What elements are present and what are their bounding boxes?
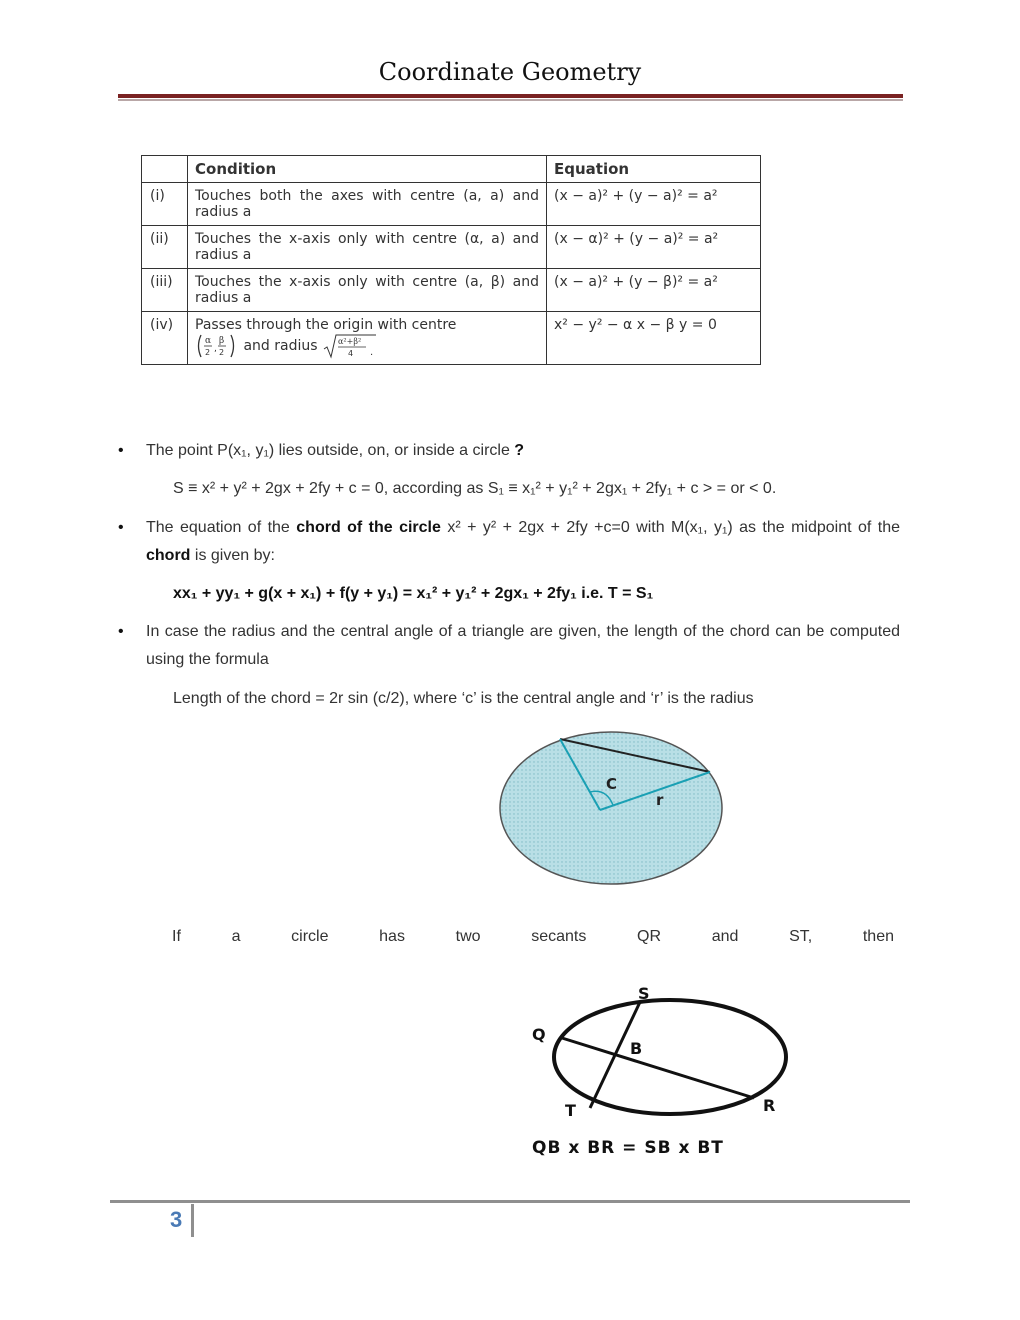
row-number: (ii) — [142, 226, 188, 269]
bullet-chord-equation — [146, 514, 900, 570]
svg-text:2: 2 — [219, 348, 225, 357]
bullet-dot: • — [118, 519, 124, 536]
word: circle — [291, 928, 329, 945]
bullet-chord-length: In case the radius and the central angle of a triangle are given, the length of the chord can be computed using the formula — [146, 623, 900, 668]
table-row — [142, 226, 761, 269]
word: secants — [531, 928, 587, 945]
chord-text: The equation of the — [146, 519, 290, 536]
secant-qr — [562, 1038, 754, 1098]
svg-text:β: β — [219, 336, 225, 346]
row-number: (i) — [142, 183, 188, 226]
header-rule-thin — [118, 99, 903, 101]
row-condition-radius: and radius — [243, 338, 318, 354]
row-condition: Touches both the axes with centre (a, a) and radius a — [188, 183, 547, 226]
row-equation: x² − y² − α x − β y = 0 — [547, 312, 761, 365]
word: a — [231, 928, 241, 945]
table-header-condition: Condition — [188, 156, 547, 183]
svg-text:4: 4 — [347, 349, 354, 358]
header-rule — [118, 94, 903, 98]
circle-conditions-table — [141, 155, 761, 365]
table-row — [142, 312, 761, 365]
bullet-dot: • — [118, 442, 124, 459]
bullet-dot: • — [118, 623, 124, 640]
point-s-label: S — [638, 984, 650, 1003]
row-equation: (x − a)² + (y − a)² = a² — [547, 183, 761, 226]
chord-bold: chord — [146, 547, 191, 564]
point-q-label: Q — [532, 1025, 546, 1044]
row-equation: (x − a)² + (y − β)² = a² — [547, 269, 761, 312]
central-angle-figure — [493, 725, 733, 895]
svg-text:2: 2 — [205, 348, 211, 357]
chord-bold: chord of the circle — [296, 519, 441, 536]
word: then — [862, 928, 894, 945]
point-position-text: The point P(x₁, y₁) lies outside, on, or inside a circle — [146, 442, 510, 459]
chord-text: is given by: — [194, 547, 275, 564]
row-condition: Touches the x-axis only with centre (a, β) and radius a — [188, 269, 547, 312]
word: and — [711, 928, 739, 945]
row-condition: Touches the x-axis only with centre (α, a) and radius a — [188, 226, 547, 269]
table-header-blank — [142, 156, 188, 183]
word: ST, — [789, 928, 813, 945]
point-b-label: B — [630, 1039, 643, 1058]
chord-formula: xx₁ + yy₁ + g(x + x₁) + f(y + y₁) = x₁² + y₁² + 2gx₁ + 2fy₁ i.e. T = S₁ — [173, 585, 654, 602]
radius-root-formula — [322, 333, 380, 359]
row-condition — [188, 312, 547, 365]
table-header-row — [142, 156, 761, 183]
secants-sentence — [172, 928, 894, 946]
row-condition-text: Passes through the origin with centre — [195, 317, 457, 333]
point-t-label: T — [565, 1101, 576, 1120]
radius-label: r — [656, 791, 664, 809]
svg-text:,: , — [214, 344, 217, 354]
point-r-label: R — [763, 1096, 776, 1115]
table-header-equation: Equation — [547, 156, 761, 183]
row-equation: (x − α)² + (y − a)² = a² — [547, 226, 761, 269]
chord-length-formula: Length of the chord = 2r sin (c/2), where ‘c’ is the central angle and ‘r’ is the radius — [173, 690, 754, 707]
word: If — [172, 928, 181, 945]
page-number: 3 — [170, 1207, 183, 1232]
secants-figure — [520, 980, 820, 1160]
central-angle-label: C — [606, 775, 618, 793]
point-position-formula: S ≡ x² + y² + 2gx + 2fy + c = 0, according as S₁ ≡ x₁² + y₁² + 2gx₁ + 2fy₁ + c > = or < 0. — [173, 480, 777, 497]
footer-rule — [110, 1200, 910, 1203]
svg-text:α²+β²: α²+β² — [337, 337, 362, 346]
page-title: Coordinate Geometry — [378, 58, 642, 86]
table-row — [142, 269, 761, 312]
secant-relation: QB x BR = SB x BT — [532, 1138, 724, 1158]
word: two — [455, 928, 481, 945]
page-number-bar — [191, 1204, 194, 1237]
centre-fraction-formula — [195, 333, 239, 359]
chord-text: x² + y² + 2gx + 2fy +c=0 with M(x₁, y₁) as the midpoint of the — [447, 519, 901, 536]
word: QR — [637, 928, 662, 945]
svg-text:α: α — [205, 336, 212, 346]
table-row — [142, 183, 761, 226]
row-number: (iv) — [142, 312, 188, 365]
circle-shape — [500, 732, 722, 884]
question-mark: ? — [514, 442, 525, 459]
row-number: (iii) — [142, 269, 188, 312]
word: has — [379, 928, 405, 945]
svg-text:.: . — [369, 347, 374, 358]
bullet-point-position — [146, 437, 900, 465]
